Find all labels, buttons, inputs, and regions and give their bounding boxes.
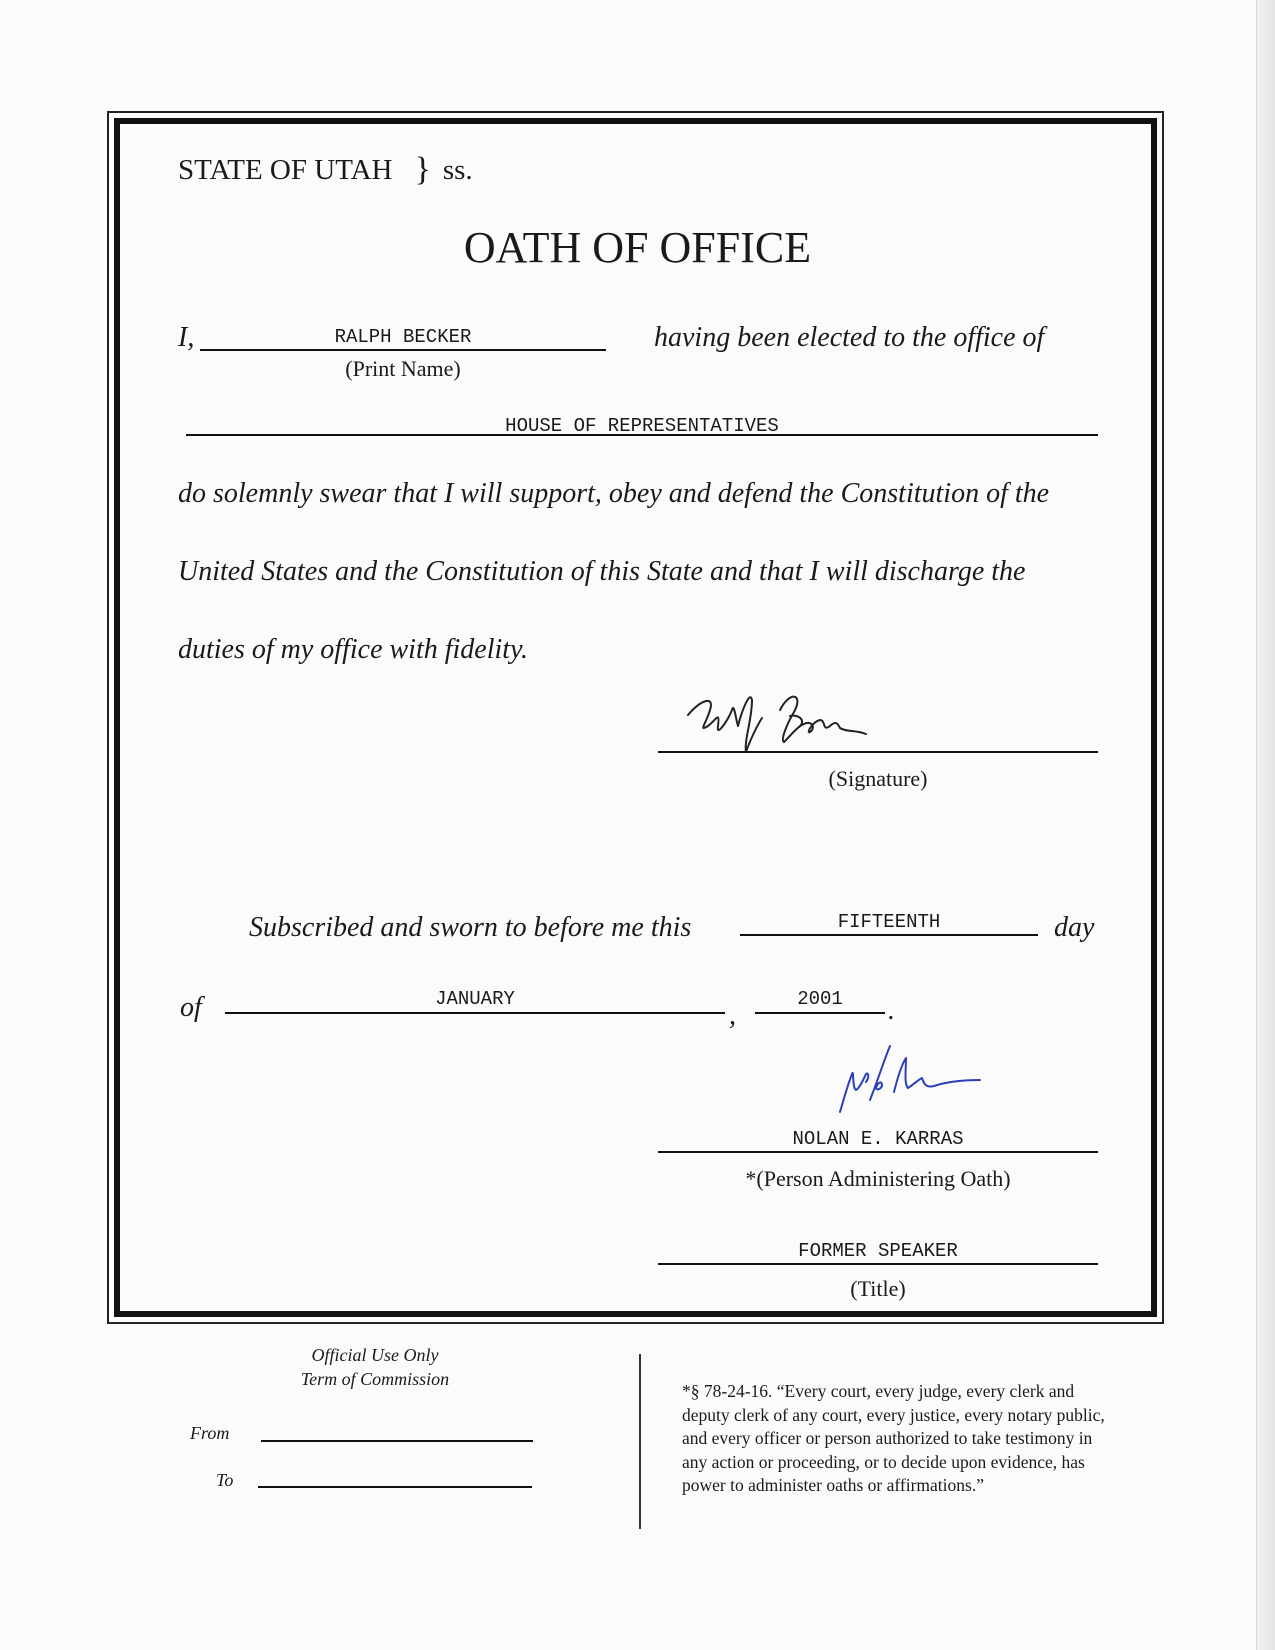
from-line: [261, 1440, 533, 1442]
day-label: day: [1054, 912, 1095, 943]
oath-text-line-1: do solemnly swear that I will support, obey and defend the Constitution of the: [178, 478, 1050, 509]
statute-note-line: deputy clerk of any court, every justice, every notary public,: [682, 1404, 1105, 1425]
print-name-value: RALPH BECKER: [334, 326, 472, 348]
oath-text-line-2: United States and the Constitution of this State and that I will discharge the: [178, 556, 1026, 587]
from-label: From: [190, 1423, 230, 1443]
to-label: To: [216, 1470, 234, 1490]
elected-text: having been elected to the office of: [654, 322, 1045, 353]
statute-note-line: *§ 78-24-16. “Every court, every judge, every clerk and: [682, 1381, 1075, 1401]
day-value: FIFTEENTH: [837, 911, 941, 933]
month-value: JANUARY: [435, 988, 515, 1010]
month-line: [225, 1012, 725, 1014]
administrator-name-value: NOLAN E. KARRAS: [792, 1128, 964, 1150]
oath-text-line-3: duties of my office with fidelity.: [178, 634, 528, 665]
comma-sep: ,: [729, 1000, 736, 1031]
of-label: of: [180, 992, 202, 1023]
administrator-title-value: FORMER SPEAKER: [798, 1240, 958, 1262]
official-use-label: Official Use Only: [311, 1345, 439, 1365]
administrator-title-caption: (Title): [850, 1276, 906, 1301]
year-period: .: [888, 995, 895, 1026]
administrator-name-line: [658, 1151, 1098, 1153]
term-of-commission-label: Term of Commission: [300, 1369, 450, 1389]
administrator-signature-image: [830, 1040, 1000, 1120]
statute-note-line: any action or proceeding, or to decide upon evidence, has: [682, 1451, 1085, 1472]
year-value: 2001: [797, 988, 843, 1010]
to-line: [258, 1486, 532, 1488]
administrator-title-line: [658, 1263, 1098, 1265]
ss-label: ss.: [442, 154, 473, 186]
signature-image: [680, 680, 890, 760]
statute-note: [682, 1380, 1182, 1498]
statute-note-line: power to administer oaths or affirmations.”: [682, 1475, 984, 1495]
state-heading: [178, 150, 473, 188]
statute-note-line: and every officer or person authorized to take testimony in: [682, 1428, 1093, 1448]
i-label: I,: [178, 322, 195, 353]
signature-caption: (Signature): [828, 766, 928, 791]
document-title: OATH OF OFFICE: [463, 223, 812, 272]
year-line: [755, 1012, 885, 1014]
office-line: [186, 434, 1098, 436]
day-line: [740, 934, 1038, 936]
footer-divider: [639, 1354, 641, 1529]
office-value: HOUSE OF REPRESENTATIVES: [505, 415, 779, 437]
brace-symbol: }: [414, 151, 431, 188]
print-name-caption: (Print Name): [345, 356, 461, 381]
administrator-caption: *(Person Administering Oath): [745, 1166, 1011, 1191]
signature-line: [658, 751, 1098, 753]
state-label: STATE OF UTAH: [178, 154, 393, 186]
print-name-line: [200, 349, 606, 351]
sworn-text: Subscribed and sworn to before me this: [249, 912, 692, 943]
